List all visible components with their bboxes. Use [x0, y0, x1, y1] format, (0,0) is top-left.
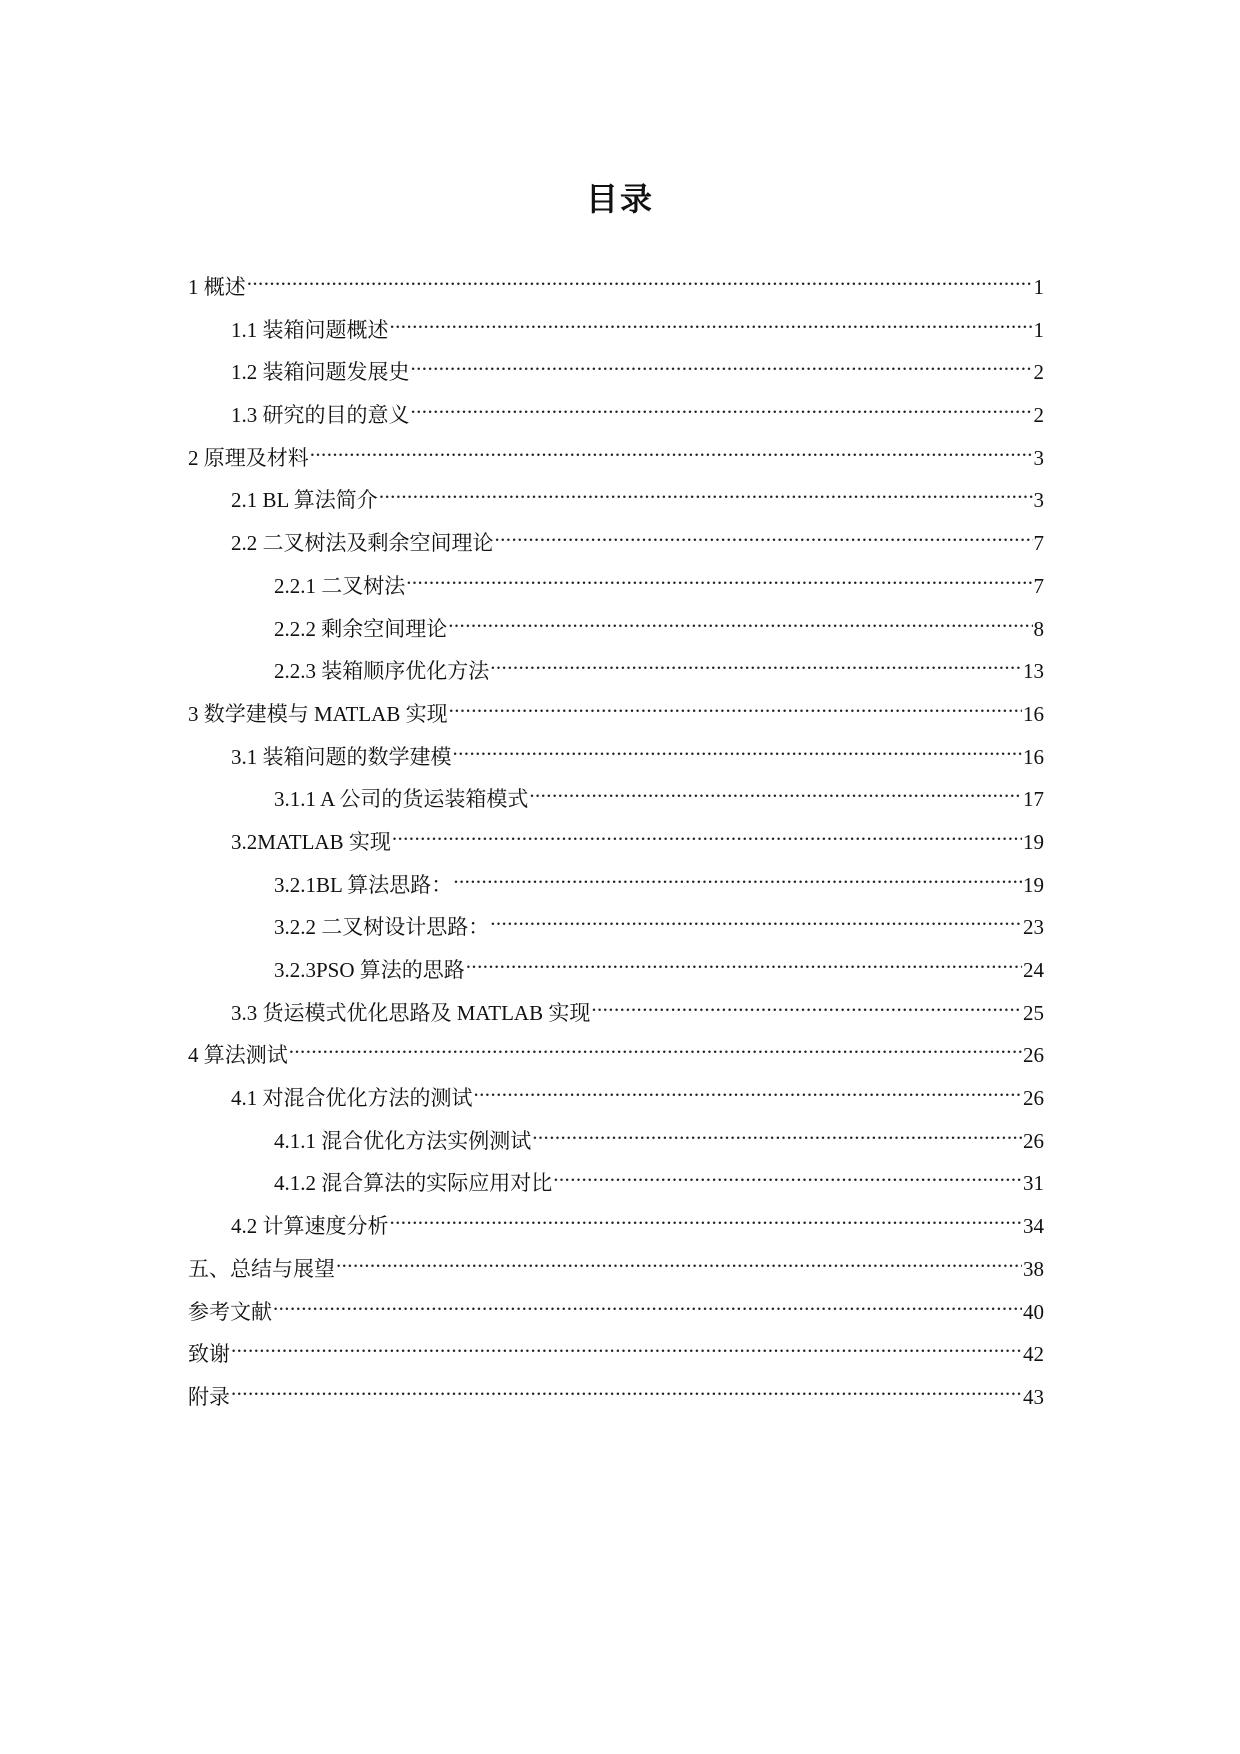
dot-leader [273, 1287, 1022, 1319]
toc-entry-label: 2.2 二叉树法及剩余空间理论 [231, 531, 494, 556]
dot-leader [392, 817, 1022, 849]
dot-leader [553, 1158, 1022, 1190]
dot-leader [247, 262, 1033, 294]
dot-leader [336, 1244, 1022, 1276]
toc-entry[interactable] [188, 945, 1044, 988]
toc-entry-label: 2.2.2 剩余空间理论 [274, 616, 448, 641]
toc-entry[interactable] [188, 561, 1044, 604]
dot-leader [448, 604, 1032, 636]
dot-leader [529, 774, 1022, 806]
toc-entry[interactable] [188, 305, 1044, 348]
toc-entry-label: 1 概述 [188, 275, 246, 299]
toc-entry-page-number: 42 [1023, 1342, 1044, 1367]
toc-entry-label: 3.1 装箱问题的数学建模 [231, 744, 452, 769]
dot-leader [453, 860, 1022, 892]
toc-entry[interactable] [188, 988, 1044, 1031]
toc-entry-page-number: 19 [1023, 872, 1044, 897]
toc-entry-page-number: 13 [1023, 659, 1044, 684]
toc-entry-label: 3.2.3PSO 算法的思路 [274, 958, 465, 982]
dot-leader [466, 945, 1022, 977]
toc-entry[interactable] [188, 433, 1044, 476]
toc-entry-page-number: 1 [1033, 275, 1044, 299]
toc-entry-page-number: 24 [1023, 958, 1044, 982]
dot-leader [532, 1116, 1022, 1148]
toc-entry[interactable] [188, 262, 1044, 305]
page-title: 目录 [585, 181, 654, 218]
table-of-contents [188, 262, 1044, 1415]
toc-entry[interactable] [188, 689, 1044, 732]
toc-entry-page-number: 17 [1023, 787, 1044, 812]
toc-entry[interactable] [188, 1244, 1044, 1287]
toc-entry-page-number: 8 [1033, 616, 1044, 641]
toc-entry-page-number: 34 [1023, 1214, 1044, 1239]
dot-leader [490, 646, 1022, 678]
dot-leader [406, 561, 1032, 593]
dot-leader [490, 902, 1022, 934]
toc-entry[interactable] [188, 390, 1044, 433]
toc-entry-label: 2.2.1 二叉树法 [274, 573, 406, 598]
dot-leader [379, 475, 1033, 507]
toc-entry-label: 2 原理及材料 [188, 445, 309, 470]
dot-leader [390, 1201, 1023, 1233]
toc-entry-page-number: 1 [1033, 317, 1044, 342]
toc-entry-label: 参考文献 [188, 1299, 272, 1324]
toc-entry-page-number: 2 [1033, 403, 1044, 428]
toc-entry[interactable] [188, 1116, 1044, 1159]
toc-entry[interactable] [188, 1073, 1044, 1116]
toc-entry[interactable] [188, 1372, 1044, 1415]
toc-entry[interactable] [188, 774, 1044, 817]
toc-entry-label: 4.1 对混合优化方法的测试 [231, 1086, 473, 1111]
dot-leader [289, 1030, 1022, 1062]
toc-entry-label: 附录 [188, 1384, 230, 1409]
toc-entry-label: 3.1.1 A 公司的货运装箱模式 [274, 787, 529, 812]
toc-entry-page-number: 40 [1023, 1299, 1044, 1324]
toc-entry-page-number: 3 [1033, 488, 1044, 513]
toc-entry-page-number: 16 [1023, 701, 1044, 726]
toc-entry-label: 3.2.1BL 算法思路： [274, 872, 453, 897]
toc-entry-page-number: 38 [1023, 1256, 1044, 1281]
toc-entry-label: 4.2 计算速度分析 [231, 1214, 389, 1239]
dot-leader [474, 1073, 1023, 1105]
toc-entry-page-number: 23 [1023, 915, 1044, 940]
toc-entry[interactable] [188, 902, 1044, 945]
toc-entry-page-number: 7 [1033, 531, 1044, 556]
toc-entry-page-number: 43 [1023, 1384, 1044, 1409]
dot-leader [449, 689, 1022, 721]
toc-entry-label: 2.1 BL 算法简介 [231, 488, 378, 513]
toc-entry-label: 3.2MATLAB 实现 [231, 829, 391, 854]
dot-leader [390, 305, 1033, 337]
toc-entry-page-number: 31 [1023, 1171, 1044, 1196]
toc-entry-page-number: 7 [1033, 573, 1044, 598]
toc-entry-label: 1.1 装箱问题概述 [231, 317, 389, 342]
toc-entry[interactable] [188, 518, 1044, 561]
toc-entry-label: 4 算法测试 [188, 1043, 288, 1068]
toc-entry-label: 4.1.1 混合优化方法实例测试 [274, 1128, 532, 1153]
toc-entry[interactable] [188, 817, 1044, 860]
toc-entry-page-number: 26 [1023, 1086, 1044, 1111]
toc-entry[interactable] [188, 1030, 1044, 1073]
dot-leader [453, 732, 1023, 764]
toc-entry[interactable] [188, 860, 1044, 903]
toc-entry-page-number: 2 [1033, 360, 1044, 385]
toc-entry-page-number: 3 [1033, 445, 1044, 470]
toc-entry-page-number: 19 [1023, 829, 1044, 854]
toc-entry-label: 3.2.2 二叉树设计思路： [274, 915, 490, 940]
dot-leader [411, 347, 1033, 379]
dot-leader [495, 518, 1033, 550]
toc-entry-label: 3 数学建模与 MATLAB 实现 [188, 701, 448, 726]
dot-leader [411, 390, 1033, 422]
toc-entry[interactable] [188, 1158, 1044, 1201]
toc-entry-label: 4.1.2 混合算法的实际应用对比 [274, 1171, 553, 1196]
dot-leader [591, 988, 1022, 1020]
toc-entry-label: 3.3 货运模式优化思路及 MATLAB 实现 [231, 1000, 591, 1025]
toc-entry-label: 2.2.3 装箱顺序优化方法 [274, 659, 490, 684]
toc-entry-page-number: 26 [1023, 1128, 1044, 1153]
toc-entry-page-number: 16 [1023, 744, 1044, 769]
toc-entry[interactable] [188, 1329, 1044, 1372]
toc-entry-page-number: 25 [1023, 1000, 1044, 1025]
toc-entry-label: 1.2 装箱问题发展史 [231, 360, 410, 385]
toc-entry[interactable] [188, 1201, 1044, 1244]
toc-entry[interactable] [188, 1287, 1044, 1330]
toc-entry[interactable] [188, 732, 1044, 775]
toc-entry-label: 五、总结与展望 [188, 1256, 335, 1281]
toc-entry[interactable] [188, 604, 1044, 647]
dot-leader [310, 433, 1033, 465]
dot-leader [231, 1372, 1022, 1404]
dot-leader [231, 1329, 1022, 1361]
toc-entry-label: 1.3 研究的目的意义 [231, 403, 410, 428]
toc-entry[interactable] [188, 347, 1044, 390]
toc-entry[interactable] [188, 475, 1044, 518]
toc-entry-label: 致谢 [188, 1342, 230, 1367]
toc-entry[interactable] [188, 646, 1044, 689]
toc-entry-page-number: 26 [1023, 1043, 1044, 1068]
